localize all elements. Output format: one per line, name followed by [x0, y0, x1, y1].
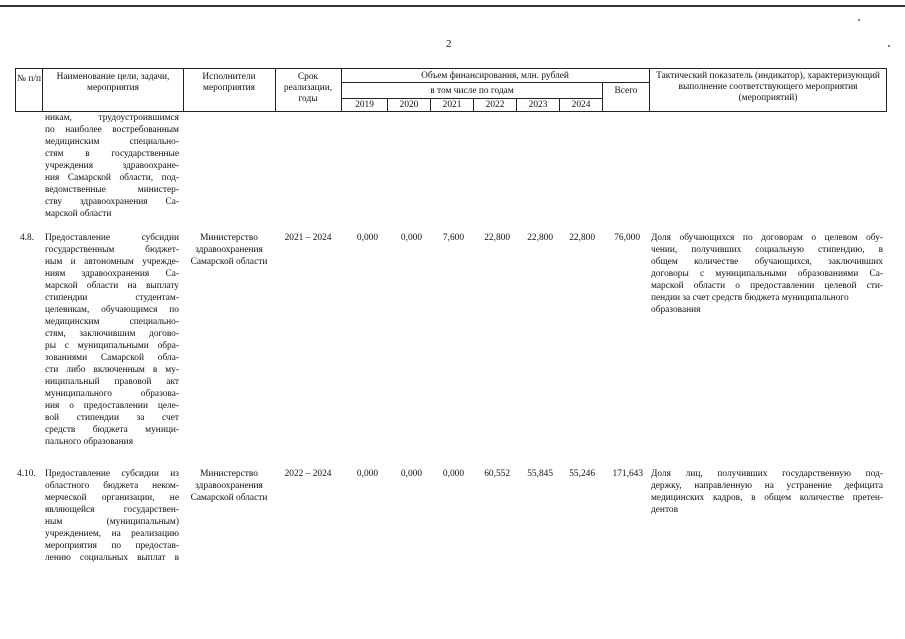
text-line: по наиболее востребованным: [45, 125, 179, 135]
indicator-line: пендии за счет средств бюджета муниципального: [651, 293, 849, 303]
text-line: Предоставление субсидии из: [45, 469, 179, 479]
indicator-line: держку, направленную на устранение дефицита: [651, 481, 883, 491]
header-col-term: Срок реализации, годы: [283, 72, 333, 104]
indicator-line: Доля обучающихся по договорам о целевом обу-: [651, 233, 883, 243]
header-bottom-border: [15, 111, 886, 112]
text-line: вой стипендии за счет: [45, 413, 179, 423]
scan-speck: [888, 45, 890, 47]
text-line: ству здравоохранения Са-: [45, 197, 179, 207]
text-line: стям, заключившим догово-: [45, 329, 179, 339]
text-line: пального образования: [45, 437, 134, 447]
text-line: марской области: [45, 209, 112, 219]
text-line: учреждением, на реализацию: [45, 529, 179, 539]
header-year-2019: 2019: [355, 100, 374, 110]
indicator-line: медицинских кадров, в общем количестве претен-: [651, 493, 883, 503]
text-line: медицинским специально-: [45, 317, 179, 327]
executor-line: здравоохранения: [195, 481, 263, 491]
value-2019: 0,000: [356, 469, 378, 479]
header-year-2021: 2021: [442, 100, 462, 110]
indicator-line: дентов: [651, 505, 679, 515]
value-2021: 7,600: [442, 233, 464, 243]
text-line: муниципального образова-: [45, 389, 179, 399]
header-year-2023: 2023: [528, 100, 548, 110]
text-line: медицинским специально-: [45, 137, 179, 147]
value-total: 171,643: [612, 469, 643, 479]
text-line: сти либо включенным в му-: [45, 365, 179, 375]
row-number: 4.8.: [20, 233, 35, 243]
header-year-2020: 2020: [399, 100, 419, 110]
text-line: государственным бюджет-: [45, 245, 179, 255]
header-col-executors: Исполнители мероприятия: [202, 72, 256, 93]
indicator-line: марской области о предоставлении целевой сти-: [651, 281, 883, 291]
text-line: ния Самарской области, под-: [45, 173, 179, 183]
text-line: ниципальный правовой акт: [45, 377, 179, 387]
executor-line: Самарской области: [190, 493, 268, 503]
text-line: ниям здравоохранения Са-: [45, 269, 179, 279]
text-line: являющейся государствен-: [45, 505, 179, 515]
indicator-line: образования: [651, 305, 701, 315]
header-top-border: [15, 68, 886, 69]
col-border: [886, 68, 887, 112]
header-col-name: Наименование цели, задачи, мероприятия: [56, 72, 170, 93]
value-total: 76,000: [614, 233, 640, 243]
text-line: ным и автономным учрежде-: [45, 257, 179, 267]
indicator-line: общем количестве обучающихся, заключивших: [651, 257, 883, 267]
page-number: 2: [446, 38, 452, 50]
text-line: марской области на выплату: [45, 281, 179, 291]
value-2022: 60,552: [484, 469, 510, 479]
value-2020: 0,000: [400, 469, 422, 479]
value-2021: 0,000: [442, 469, 464, 479]
term: 2021 – 2024: [284, 233, 332, 243]
text-line: стипендии студентам-: [45, 293, 179, 303]
years-subheader-line: [341, 98, 602, 99]
indicator-line: договоры с муниципальными образованиями Са-: [651, 269, 883, 279]
value-2022: 22,800: [484, 233, 510, 243]
text-line: мероприятия по предостав-: [45, 541, 179, 551]
value-2023: 22,800: [527, 233, 553, 243]
term: 2022 – 2024: [284, 469, 332, 479]
value-2024: 55,246: [569, 469, 595, 479]
header-year-2022: 2022: [485, 100, 505, 110]
header-col-finance: Объем финансирования, млн. рублей: [421, 71, 569, 81]
text-line: никам, трудоустроившимся: [45, 113, 179, 123]
value-2020: 0,000: [400, 233, 422, 243]
header-col-total: Всего: [614, 86, 638, 96]
executor-line: Министерство: [200, 469, 258, 479]
text-line: ния о предоставлении целе-: [45, 401, 179, 411]
header-year-2024: 2024: [571, 100, 591, 110]
header-col-indicator: Тактический показатель (индикатор), характеризующий выполнение соответствующего мероприятия (мероприятий): [656, 71, 880, 103]
text-line: ры с муниципальными обра-: [45, 341, 179, 351]
row-number: 4.10.: [17, 469, 36, 479]
text-line: средств бюджета муници-: [45, 425, 179, 435]
text-line: лению социальных выплат в: [45, 553, 179, 563]
text-line: Предоставление субсидии: [45, 233, 179, 243]
text-line: областного бюджета неком-: [45, 481, 179, 491]
header-by-years: в том числе по годам: [430, 86, 514, 96]
text-line: учреждения здравоохране-: [45, 161, 179, 171]
text-line: ным (муниципальным): [45, 517, 179, 527]
text-line: зованиями Самарской обла-: [45, 353, 179, 363]
text-line: стям в государственные: [45, 149, 179, 159]
executor-line: Самарской области: [190, 257, 268, 267]
executor-line: здравоохранения: [195, 245, 263, 255]
scan-speck: [858, 19, 860, 21]
value-2024: 22,800: [569, 233, 595, 243]
value-2019: 0,000: [356, 233, 378, 243]
indicator-line: Доля лиц, получивших государственную под-: [651, 469, 883, 479]
text-line: целевикам, обучающимся по: [45, 305, 179, 315]
col-border: [183, 68, 184, 112]
header-col-num: № п/п: [17, 74, 41, 84]
indicator-line: чении, получивших социальную стипендию, в: [651, 245, 883, 255]
col-border: [649, 68, 650, 112]
text-line: мерческой организации, не: [45, 493, 179, 503]
col-border: [42, 68, 43, 112]
text-line: ведомственные министер-: [45, 185, 179, 195]
value-2023: 55,845: [527, 469, 553, 479]
scan-top-edge-line: [0, 5, 905, 7]
executor-line: Министерство: [200, 233, 258, 243]
col-border: [275, 68, 276, 112]
